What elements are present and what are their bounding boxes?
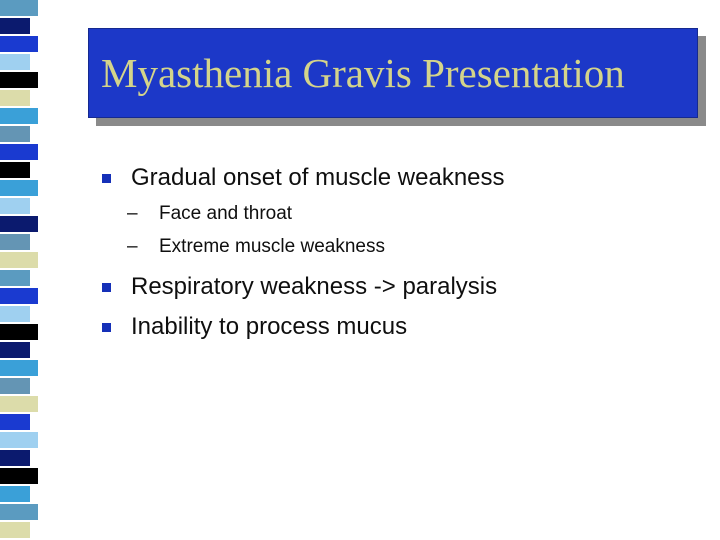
stripe-segment <box>0 270 30 288</box>
stripe-segment <box>0 216 38 234</box>
stripe-segment <box>0 378 30 396</box>
stripe-segment <box>0 432 38 450</box>
stripe-segment <box>0 468 38 486</box>
bullet-text: Gradual onset of muscle weakness <box>131 164 505 191</box>
stripe-segment <box>0 414 30 432</box>
stripe-segment <box>0 162 30 180</box>
square-bullet-icon <box>102 323 111 332</box>
stripe-segment <box>0 522 30 540</box>
square-bullet-icon <box>102 283 111 292</box>
stripe-segment <box>0 144 38 162</box>
title-banner <box>88 28 698 118</box>
bullet-text: Inability to process mucus <box>131 313 408 340</box>
stripe-segment <box>0 18 30 36</box>
slide-title: Myasthenia Gravis Presentation <box>101 50 625 96</box>
bullet-text: Respiratory weakness -> paralysis <box>131 273 498 300</box>
stripe-segment <box>0 360 38 378</box>
sub-bullet-text: Face and throat <box>159 203 293 224</box>
stripe-segment <box>0 324 38 342</box>
stripe-segment <box>0 504 38 522</box>
stripe-segment <box>0 90 30 108</box>
dash-icon: – <box>127 203 138 224</box>
stripe-segment <box>0 234 30 252</box>
stripe-segment <box>0 342 30 360</box>
decorative-stripe <box>0 0 38 540</box>
stripe-segment <box>0 108 38 126</box>
stripe-segment <box>0 288 38 306</box>
stripe-segment <box>0 72 38 90</box>
stripe-segment <box>0 450 30 468</box>
stripe-segment <box>0 126 30 144</box>
stripe-segment <box>0 0 38 18</box>
square-bullet-icon <box>102 174 111 183</box>
stripe-segment <box>0 486 30 504</box>
sub-bullet-text: Extreme muscle weakness <box>159 236 385 257</box>
stripe-segment <box>0 198 30 216</box>
stripe-segment <box>0 306 30 324</box>
stripe-segment <box>0 180 38 198</box>
stripe-segment <box>0 36 38 54</box>
stripe-segment <box>0 396 38 414</box>
stripe-segment <box>0 54 30 72</box>
stripe-segment <box>0 252 38 270</box>
dash-icon: – <box>127 236 138 257</box>
